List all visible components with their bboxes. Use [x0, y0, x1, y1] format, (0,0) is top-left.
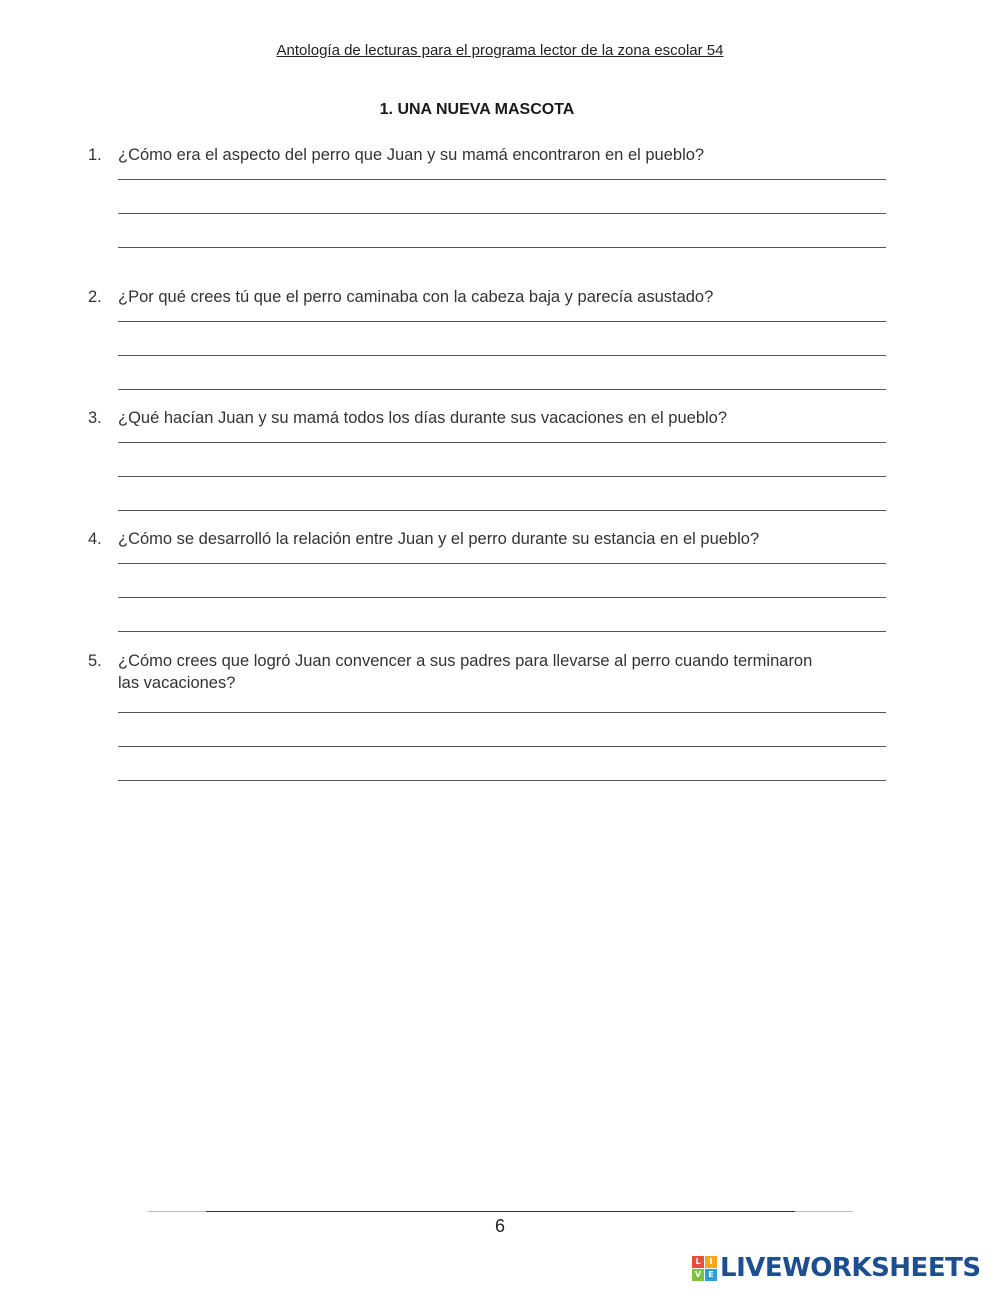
- question-4: [88, 528, 888, 632]
- footer-divider-dark: [206, 1211, 795, 1212]
- liveworksheets-logo-icon: [692, 1256, 717, 1281]
- answer-line[interactable]: [118, 213, 886, 214]
- answer-line[interactable]: [118, 321, 886, 322]
- page-number: 6: [494, 1216, 505, 1236]
- answer-line[interactable]: [118, 563, 886, 564]
- answer-line[interactable]: [118, 247, 886, 248]
- question-number: 4.: [88, 530, 102, 548]
- question-text: ¿Por qué crees tú que el perro caminaba con la cabeza baja y parecía asustado?: [118, 288, 714, 306]
- answer-line[interactable]: [118, 712, 886, 713]
- question-number: 5.: [88, 652, 102, 670]
- question-text: ¿Cómo era el aspecto del perro que Juan y su mamá encontraron en el pueblo?: [118, 146, 705, 164]
- question-text: ¿Cómo se desarrolló la relación entre Juan y el perro durante su estancia en el pueblo?: [118, 530, 760, 548]
- answer-line[interactable]: [118, 780, 886, 781]
- question-3: [88, 407, 888, 511]
- logo-letter-l: L: [692, 1256, 704, 1268]
- answer-line[interactable]: [118, 442, 886, 443]
- question-number: 2.: [88, 288, 102, 306]
- answer-line[interactable]: [118, 746, 886, 747]
- question-text: ¿Cómo crees que logró Juan convencer a sus padres para llevarse al perro cuando terminaron las vacaciones?: [118, 652, 813, 692]
- answer-line[interactable]: [118, 510, 886, 511]
- answer-line[interactable]: [118, 389, 886, 390]
- liveworksheets-brand[interactable]: [692, 1253, 981, 1283]
- question-1: [88, 144, 888, 248]
- question-number: 1.: [88, 146, 102, 164]
- logo-letter-e: E: [705, 1269, 717, 1281]
- answer-line[interactable]: [118, 631, 886, 632]
- answer-line[interactable]: [118, 597, 886, 598]
- question-text: ¿Qué hacían Juan y su mamá todos los días durante sus vacaciones en el pueblo?: [118, 409, 728, 427]
- question-number: 3.: [88, 409, 102, 427]
- brand-name: LIVEWORKSHEETS: [720, 1253, 981, 1283]
- question-5: [88, 650, 888, 781]
- question-2: [88, 286, 888, 390]
- logo-letter-i: I: [705, 1256, 717, 1268]
- answer-line[interactable]: [118, 355, 886, 356]
- answer-line[interactable]: [118, 476, 886, 477]
- document-header: Antología de lecturas para el programa lector de la zona escolar 54: [276, 42, 724, 59]
- logo-letter-v: V: [692, 1269, 704, 1281]
- answer-line[interactable]: [118, 179, 886, 180]
- page-title: 1. UNA NUEVA MASCOTA: [379, 101, 575, 118]
